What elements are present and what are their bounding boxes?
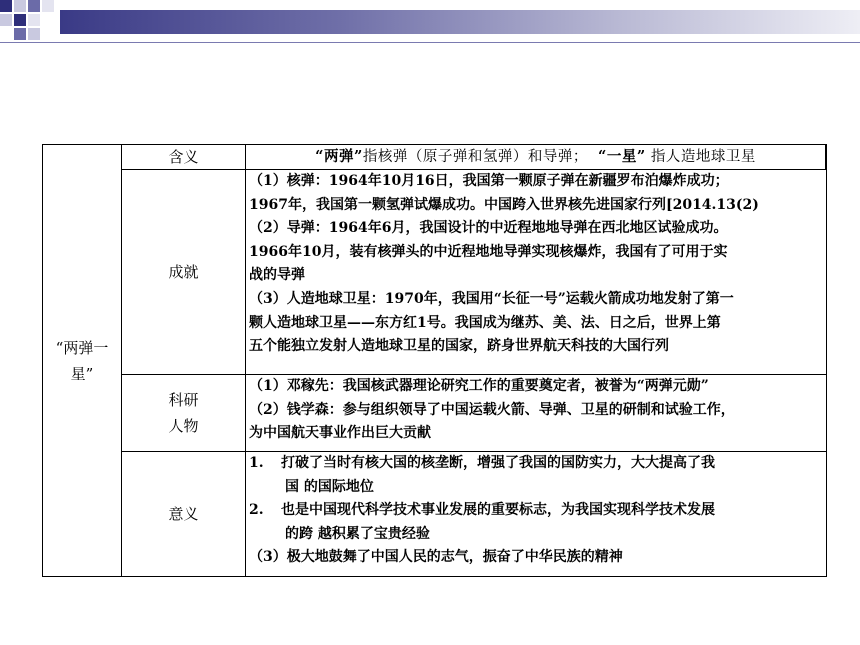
hanyi-bold-term2: “一星” — [598, 148, 646, 165]
header-band — [60, 10, 860, 34]
content-hanyi — [246, 145, 827, 170]
deco-square — [14, 14, 26, 26]
hanyi-text2: 指人造地球卫星 — [645, 149, 756, 165]
chengjiu-line: （3）人造地球卫星：1970年，我国用“长征一号”运载火箭成功地发射了第一 — [249, 290, 734, 307]
deco-square — [28, 14, 40, 26]
chengjiu-line: 战的导弹 — [249, 267, 305, 284]
deco-square — [0, 14, 12, 26]
table-row-yiyi — [43, 452, 827, 577]
deco-square — [28, 28, 40, 40]
content-yiyi — [246, 452, 827, 577]
table-row-hanyi — [43, 145, 827, 170]
chengjiu-line: 颗人造地球卫星——东方红1号。我国成为继苏、美、法、日之后，世界上第 — [249, 314, 721, 331]
content-chengjiu — [246, 170, 827, 375]
renwu-line: （2）钱学森：参与组织领导了中国运载火箭、导弹、卫星的研制和试验工作， — [249, 401, 735, 418]
category-renwu-line1: 科研 — [168, 391, 199, 409]
renwu-line: 为中国航天事业作出巨大贡献 — [249, 425, 431, 442]
content-renwu — [246, 375, 827, 452]
deco-square — [14, 28, 26, 40]
category-renwu-line2: 人物 — [168, 417, 199, 435]
chengjiu-line: 五个能独立发射人造地球卫星的国家，跻身世界航天科技的大国行列 — [249, 338, 669, 355]
table-row-chengjiu — [43, 170, 827, 375]
yiyi-item2 — [249, 499, 823, 523]
category-chengjiu: 成就 — [122, 170, 246, 375]
renwu-line: （1）邓稼先：我国核武器理论研究工作的重要奠定者，被誉为“两弹元勋” — [249, 378, 709, 394]
category-yiyi: 意义 — [122, 452, 246, 577]
yiyi-item2-line1: 也是中国现代科学技术事业发展的重要标志，为我国实现科学技术发展 — [281, 502, 715, 519]
deco-square — [0, 0, 12, 12]
yiyi-item1 — [249, 452, 823, 476]
chengjiu-line: 1966年10月，装有核弹头的中近程地地导弹实现核爆炸，我国有了可用于实 — [249, 243, 728, 260]
deco-square — [42, 0, 54, 12]
deco-square — [14, 0, 26, 12]
hanyi-text1: 指核弹（原子弹和氢弹）和导弹； — [362, 149, 588, 165]
topic-label-line2: 星” — [70, 364, 94, 383]
header-divider — [0, 42, 860, 43]
chengjiu-line: （2）导弹：1964年6月，我国设计的中近程地地导弹在西北地区试验成功。 — [249, 220, 728, 237]
category-hanyi: 含义 — [122, 145, 246, 170]
chengjiu-line: （1）核弹：1964年10月16日，我国第一颗原子弹在新疆罗布泊爆炸成功； — [249, 173, 729, 189]
yiyi-item2-number: 2. — [249, 502, 264, 519]
hanyi-bold-term1: “两弹” — [315, 148, 363, 165]
yiyi-item2-line2: 的跨 越积累了宝贵经验 — [285, 525, 430, 542]
table-row-renwu — [43, 375, 827, 452]
category-renwu — [122, 375, 246, 452]
yiyi-item1-number: 1. — [249, 455, 264, 471]
yiyi-item1-line2: 国 的国际地位 — [285, 478, 374, 495]
yiyi-item3: （3）极大地鼓舞了中国人民的志气，振奋了中华民族的精神 — [249, 549, 623, 566]
yiyi-item1-line1: 打破了当时有核大国的核垄断，增强了我国的国防实力，大大提高了我 — [281, 455, 715, 471]
deco-square — [28, 0, 40, 12]
chengjiu-line: 1967年，我国第一颗氢弹试爆成功。中国跨入世界核先进国家行列[2014.13(2) — [249, 196, 759, 213]
topic-cell — [43, 145, 122, 577]
topic-label-line1: “两弹一 — [55, 338, 109, 357]
two-bombs-one-satellite-table — [42, 144, 827, 577]
